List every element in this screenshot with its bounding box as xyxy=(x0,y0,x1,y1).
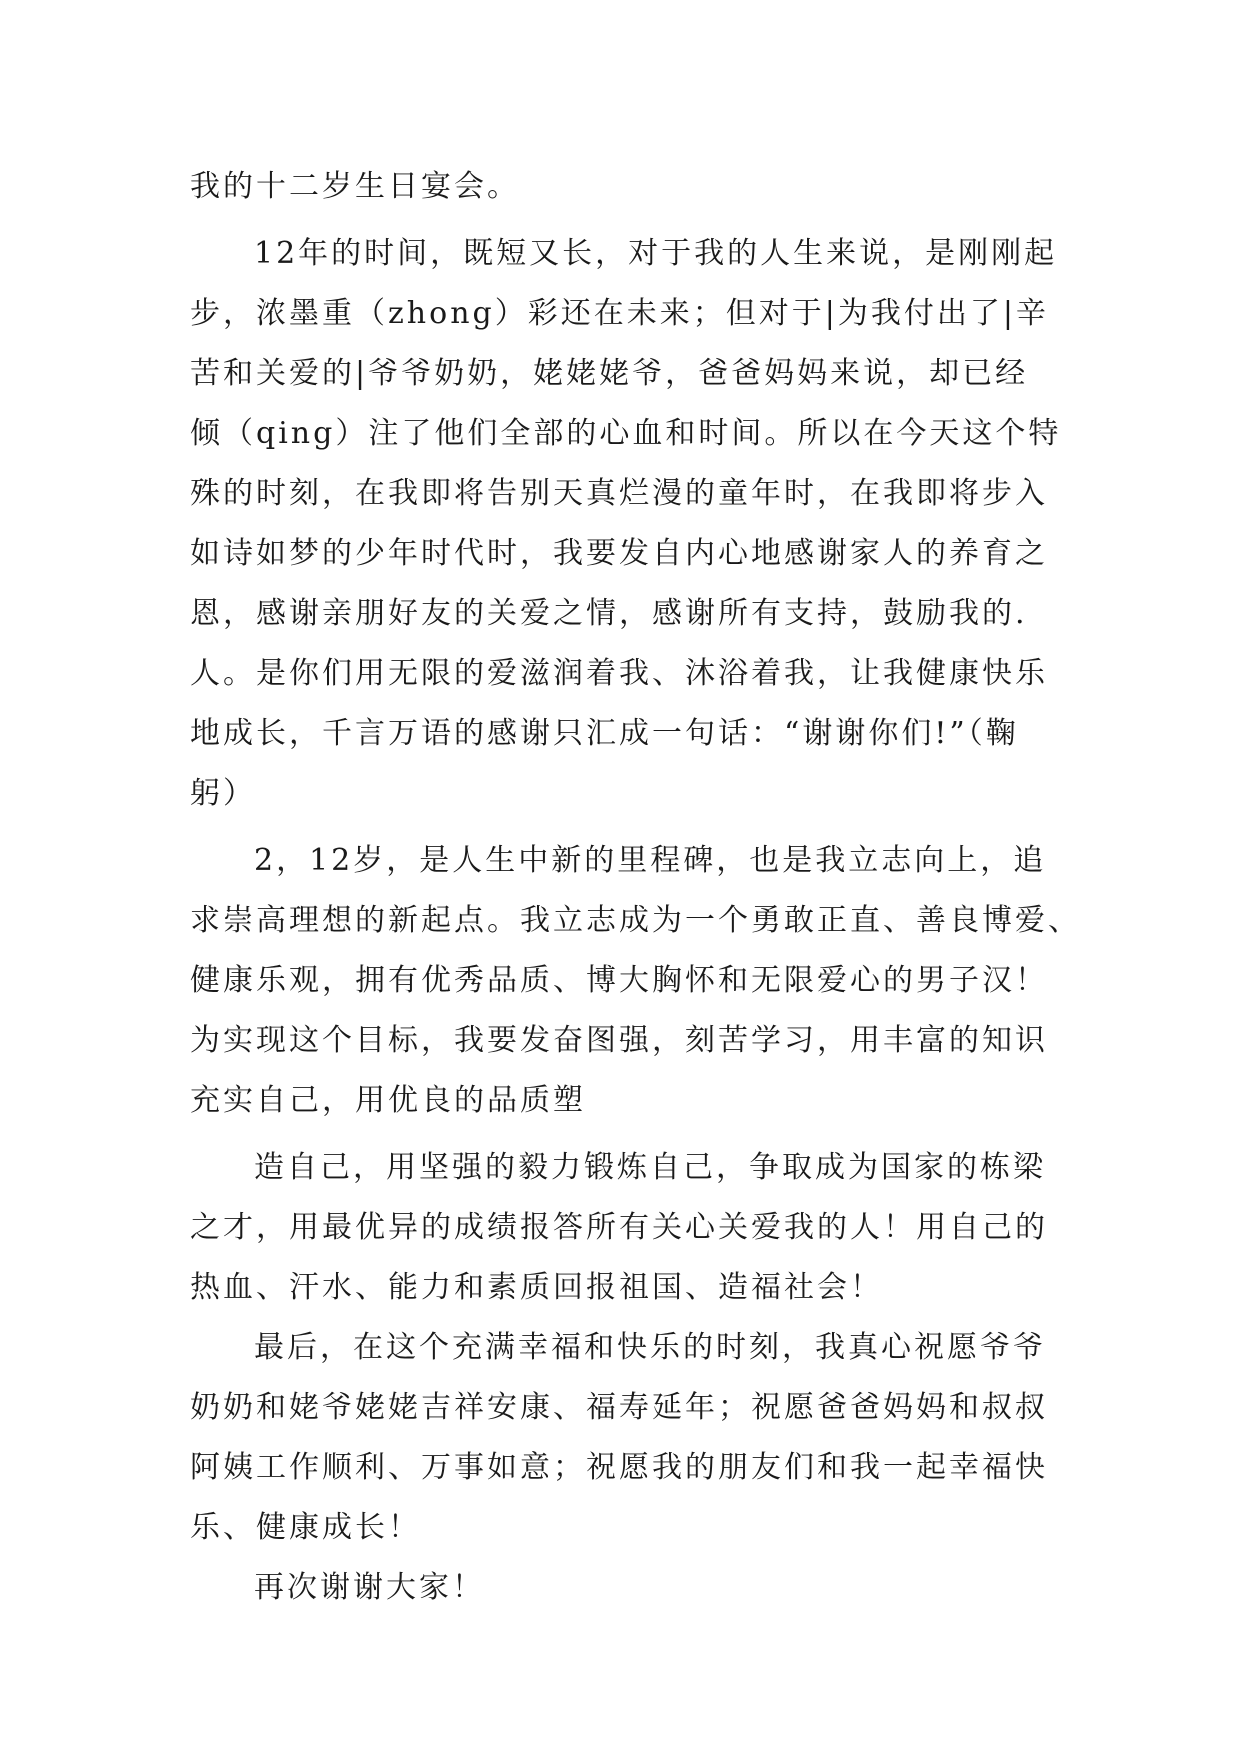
text-line: 奶奶和姥爷姥姥吉祥安康、福寿延年；祝愿爸爸妈妈和叔叔 xyxy=(190,1390,1048,1425)
text-line: 阿姨工作顺利、万事如意；祝愿我的朋友们和我一起幸福快 xyxy=(190,1450,1048,1485)
text-line: 苦和关爱的|爷爷奶奶，姥姥姥爷，爸爸妈妈来说，却已经 xyxy=(190,356,1029,391)
text-line: 最后，在这个充满幸福和快乐的时刻，我真心祝愿爷爷 xyxy=(254,1330,1046,1365)
text-line: 人。是你们用无限的爱滋润着我、沐浴着我，让我健康快乐 xyxy=(190,656,1048,691)
text-line: 热血、汗水、能力和素质回报祖国、造福社会！ xyxy=(190,1270,883,1305)
text-line: 2，12岁，是人生中新的里程碑，也是我立志向上，追 xyxy=(254,843,1047,878)
text-line: 健康乐观，拥有优秀品质、博大胸怀和无限爱心的男子汉！ xyxy=(190,963,1048,998)
text-line: 倾（qing）注了他们全部的心血和时间。所以在今天这个特 xyxy=(190,416,1062,451)
text-line: 充实自己，用优良的品质塑 xyxy=(190,1083,586,1118)
text-line: 为实现这个目标，我要发奋图强，刻苦学习，用丰富的知识 xyxy=(190,1023,1048,1058)
text-line: 恩，感谢亲朋好友的关爱之情，感谢所有支持，鼓励我的. xyxy=(190,596,1028,631)
text-line: 殊的时刻，在我即将告别天真烂漫的童年时，在我即将步入 xyxy=(190,476,1048,511)
text-line: 如诗如梦的少年时代时，我要发自内心地感谢家人的养育之 xyxy=(190,536,1048,571)
text-line: 造自己，用坚强的毅力锻炼自己，争取成为国家的栋梁 xyxy=(254,1150,1046,1185)
text-line: 步，浓墨重（zhong）彩还在未来；但对于|为我付出了|辛 xyxy=(190,296,1049,331)
text-line: 地成长，千言万语的感谢只汇成一句话：“谢谢你们!”（鞠 xyxy=(190,716,1019,751)
text-line: 12年的时间，既短又长，对于我的人生来说，是刚刚起 xyxy=(254,236,1058,271)
text-line: 躬） xyxy=(190,776,256,811)
text-line: 乐、健康成长！ xyxy=(190,1510,421,1545)
text-line: 我的十二岁生日宴会。 xyxy=(190,169,520,204)
text-line: 求崇高理想的新起点。我立志成为一个勇敢正直、善良博爱、 xyxy=(190,903,1081,938)
text-line: 之才，用最优异的成绩报答所有关心关爱我的人！用自己的 xyxy=(190,1210,1048,1245)
document-body xyxy=(190,157,1081,1618)
text-line: 再次谢谢大家！ xyxy=(254,1570,485,1605)
